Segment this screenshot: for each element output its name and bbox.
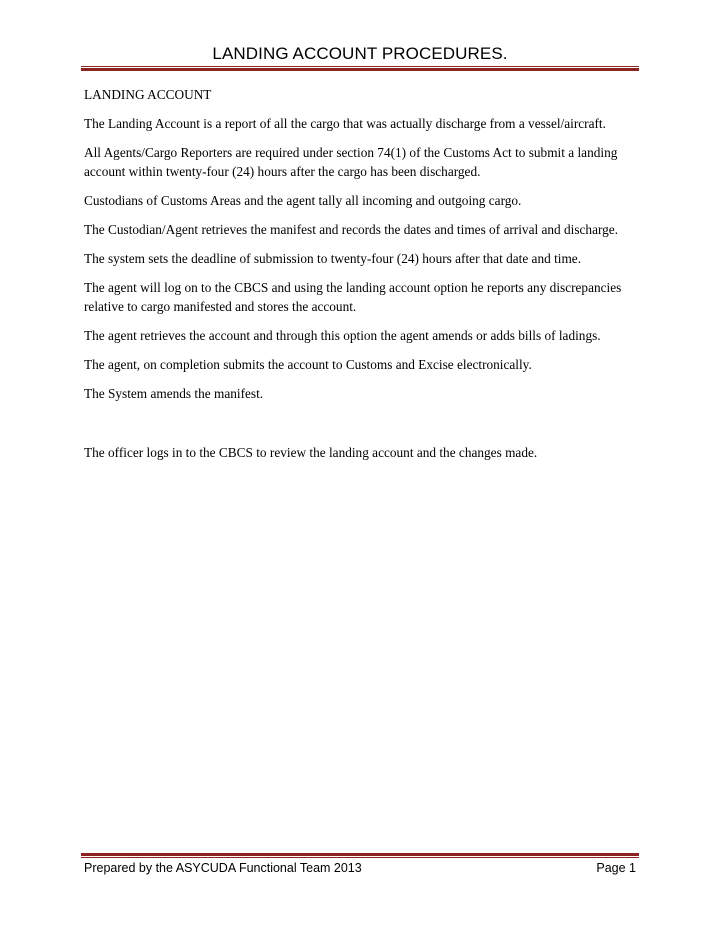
page-number: Page 1 — [596, 861, 636, 875]
footer-credit: Prepared by the ASYCUDA Functional Team 2013 — [84, 861, 362, 875]
footer-divider — [81, 853, 639, 858]
paragraph: The agent, on completion submits the account to Customs and Excise electronically. — [84, 357, 532, 372]
paragraph: The Landing Account is a report of all the cargo that was actually discharge from a vessel/aircraft. — [84, 116, 606, 131]
section-heading: LANDING ACCOUNT — [84, 87, 212, 102]
header-divider — [81, 66, 639, 71]
document-body — [84, 85, 644, 472]
paragraph: The System amends the manifest. — [84, 386, 264, 401]
paragraph: The officer logs in to the CBCS to review the landing account and the changes made. — [84, 445, 538, 460]
paragraph: All Agents/Cargo Reporters are required under section 74(1) of the Customs Act to submit a landing account within twenty-four (24) hours after the cargo has been discharged. — [84, 145, 618, 179]
paragraph: The agent retrieves the account and through this option the agent amends or adds bills of ladings. — [84, 328, 601, 343]
paragraph: The Custodian/Agent retrieves the manifest and records the dates and times of arrival and discharge. — [84, 222, 619, 237]
paragraph: The agent will log on to the CBCS and using the landing account option he reports any discrepancies relative to cargo manifested and stores the account. — [84, 280, 622, 314]
paragraph: The system sets the deadline of submission to twenty-four (24) hours after that date and time. — [84, 251, 582, 266]
page-header-title: LANDING ACCOUNT PROCEDURES. — [212, 44, 508, 63]
page-footer — [84, 861, 636, 875]
paragraph: Custodians of Customs Areas and the agent tally all incoming and outgoing cargo. — [84, 193, 522, 208]
